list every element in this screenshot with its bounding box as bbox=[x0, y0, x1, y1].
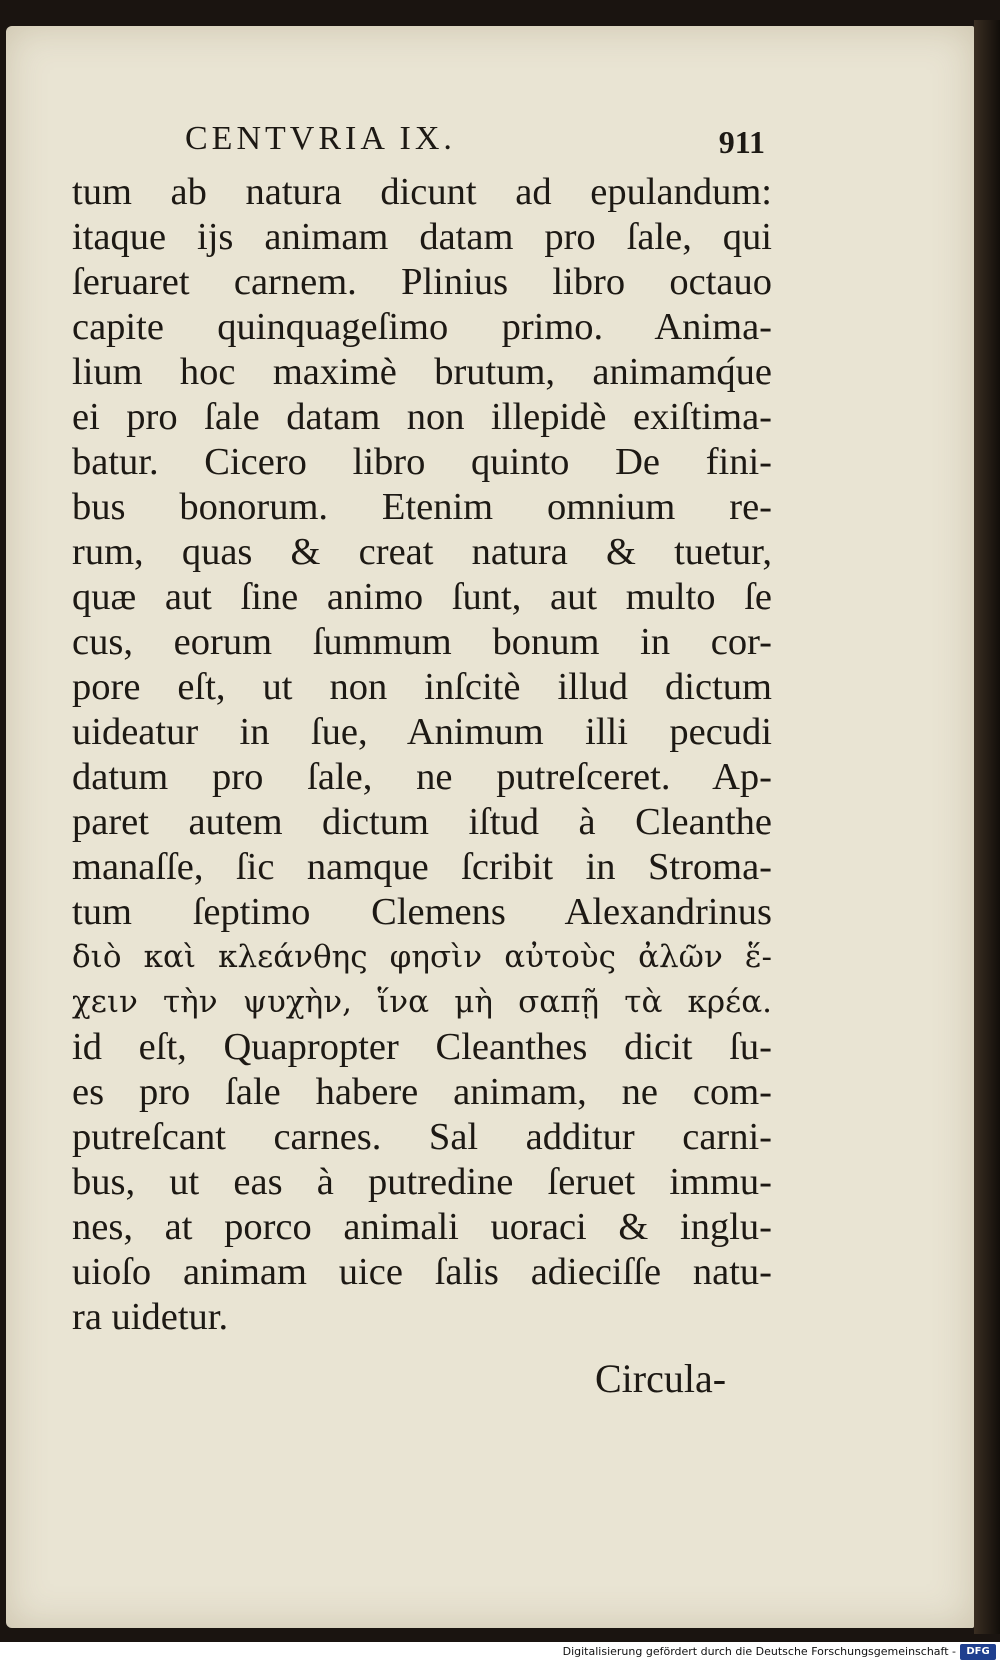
funding-credit: Digitalisierung gefördert durch die Deutsche Forschungsgemeinschaft - bbox=[562, 1645, 956, 1658]
text-line: tum ab natura dicunt ad epulandum: bbox=[72, 171, 772, 213]
text-line: datum pro ſale, ne putreſceret. Ap- bbox=[72, 756, 772, 798]
greek-text-line: χειν τὴν ψυχὴν, ἵνα μὴ σαπῇ τὰ κρέα. bbox=[72, 984, 772, 1020]
text-line: nes, at porco animali uoraci & inglu- bbox=[72, 1206, 772, 1248]
text-line: es pro ſale habere animam, ne com- bbox=[72, 1071, 772, 1113]
text-line: bus bonorum. Etenim omnium re- bbox=[72, 486, 772, 528]
text-line: uideatur in ſue, Animum illi pecudi bbox=[72, 711, 772, 753]
text-line: ra uidetur. bbox=[72, 1296, 229, 1338]
page-header bbox=[185, 120, 765, 170]
text-line: id eſt, Quapropter Cleanthes dicit ſu- bbox=[72, 1026, 772, 1068]
text-line: lium hoc maximè brutum, animamq́ue bbox=[72, 351, 772, 393]
book-edge bbox=[974, 20, 1000, 1634]
running-head: CENTVRIA IX. bbox=[185, 120, 456, 157]
page-number: 911 bbox=[718, 124, 765, 160]
dfg-logo: DFG bbox=[960, 1644, 996, 1660]
text-line: uioſo animam uice ſalis adieciſſe natu- bbox=[72, 1251, 772, 1293]
text-line: quæ aut ſine animo ſunt, aut multo ſe bbox=[72, 576, 772, 618]
text-line: tum ſeptimo Clemens Alexandrinus bbox=[72, 891, 772, 933]
catchword: Circula- bbox=[595, 1356, 727, 1401]
footer-bar bbox=[0, 1642, 1000, 1664]
text-line: manaſſe, ſic namque ſcribit in Stroma- bbox=[72, 846, 772, 888]
text-line: itaque ijs animam datam pro ſale, qui bbox=[72, 216, 772, 258]
body-text bbox=[72, 170, 772, 1340]
text-line: capite quinquageſimo primo. Anima- bbox=[72, 306, 772, 348]
text-line: bus, ut eas à putredine ſeruet immu- bbox=[72, 1161, 772, 1203]
text-line: batur. Cicero libro quinto De fini- bbox=[72, 441, 772, 483]
text-line: ei pro ſale datam non illepidè exiſtima- bbox=[72, 396, 772, 438]
text-line: paret autem dictum iſtud à Cleanthe bbox=[72, 801, 772, 843]
greek-text-line: διὸ καὶ κλεάνθης φησὶν αὐτοὺς ἀλῶν ἕ- bbox=[72, 939, 772, 975]
text-line: rum, quas & creat natura & tuetur, bbox=[72, 531, 772, 573]
text-line: cus, eorum ſummum bonum in cor- bbox=[72, 621, 772, 663]
text-line: putreſcant carnes. Sal additur carni- bbox=[72, 1116, 772, 1158]
text-line: ſeruaret carnem. Plinius libro octauo bbox=[72, 261, 772, 303]
text-line: pore eſt, ut non inſcitè illud dictum bbox=[72, 666, 772, 708]
